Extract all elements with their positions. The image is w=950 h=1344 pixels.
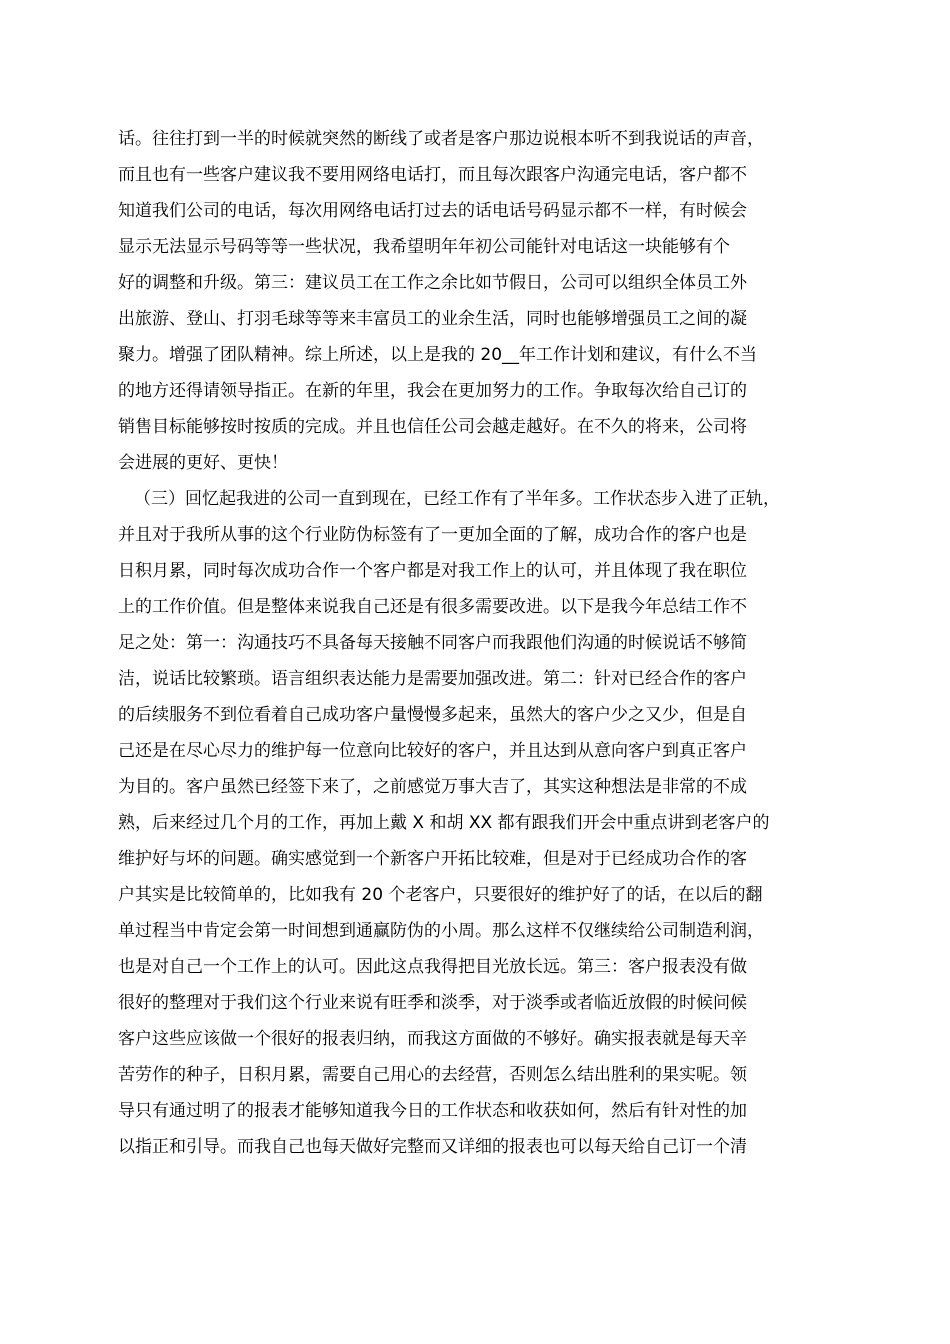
text-line: 聚力。增强了团队精神。综上所述，以上是我的 20__年工作计划和建议，有什么不当	[118, 345, 758, 365]
text-line: 显示无法显示号码等等一些状况，我希望明年年初公司能针对电话这一块能够有个	[118, 237, 730, 257]
text-line: 己还是在尽心尽力的维护每一位意向比较好的客户，并且达到从意向客户到真正客户	[118, 741, 747, 761]
text-line: 的后续服务不到位看着自己成功客户量慢慢多起来，虽然大的客户少之又少，但是自	[118, 705, 747, 725]
text-line: 导只有通过明了的报表才能够知道我今日的工作状态和收获如何，然后有针对性的加	[118, 1101, 747, 1121]
text-line: 话。往往打到一半的时候就突然的断线了或者是客户那边说根本听不到我说话的声音，	[118, 129, 764, 149]
body-text	[118, 121, 848, 1165]
text-line: 会进展的更好、更快！	[118, 453, 288, 473]
text-line: 也是对自己一个工作上的认可。因此这点我得把目光放长远。第三：客户报表没有做	[118, 957, 747, 977]
text-line: 上的工作价值。但是整体来说我自己还是有很多需要改进。以下是我今年总结工作不	[118, 597, 747, 617]
text-line: 户其实是比较简单的，比如我有 20 个老客户，只要很好的维护好了的话，在以后的翻	[118, 885, 763, 905]
text-line: 维护好与坏的问题。确实感觉到一个新客户开拓比较难，但是对于已经成功合作的客	[118, 849, 747, 869]
text-line: 客户这些应该做一个很好的报表归纳，而我这方面做的不够好。确实报表就是每天辛	[118, 1029, 747, 1049]
text-line: 而且也有一些客户建议我不要用网络电话打，而且每次跟客户沟通完电话，客户都不	[118, 165, 747, 185]
text-line: 并且对于我所从事的这个行业防伪标签有了一更加全面的了解，成功合作的客户也是	[118, 525, 747, 545]
text-line: 为目的。客户虽然已经签下来了，之前感觉万事大吉了，其实这种想法是非常的不成	[118, 777, 747, 797]
text-line: 足之处：第一：沟通技巧不具备每天接触不同客户而我跟他们沟通的时候说话不够简	[118, 633, 747, 653]
text-line: 熟，后来经过几个月的工作，再加上戴 X 和胡 XX 都有跟我们开会中重点讲到老客户的	[118, 813, 770, 833]
text-line: 洁，说话比较繁琐。语言组织表达能力是需要加强改进。第二：针对已经合作的客户	[118, 669, 747, 689]
text-line: 日积月累，同时每次成功合作一个客户都是对我工作上的认可，并且体现了我在职位	[118, 561, 747, 581]
text-line: 苦劳作的种子，日积月累，需要自己用心的去经营，否则怎么结出胜利的果实呢。领	[118, 1065, 747, 1085]
text-line: 单过程当中肯定会第一时间想到通赢防伪的小周。那么这样不仅继续给公司制造利润，	[118, 921, 764, 941]
text-line: 好的调整和升级。第三：建议员工在工作之余比如节假日，公司可以组织全体员工外	[118, 273, 747, 293]
section-heading-line: （三）回忆起我进的公司一直到现在，已经工作有了半年多。工作状态步入进了正轨，	[134, 489, 780, 509]
text-line: 很好的整理对于我们这个行业来说有旺季和淡季，对于淡季或者临近放假的时候问候	[118, 993, 747, 1013]
text-line: 的地方还得请领导指正。在新的年里，我会在更加努力的工作。争取每次给自己订的	[118, 381, 747, 401]
text-line: 以指正和引导。而我自己也每天做好完整而又详细的报表也可以每天给自己订一个清	[118, 1137, 747, 1157]
text-line: 出旅游、登山、打羽毛球等等来丰富员工的业余生活，同时也能够增强员工之间的凝	[118, 309, 747, 329]
text-line: 销售目标能够按时按质的完成。并且也信任公司会越走越好。在不久的将来，公司将	[118, 417, 747, 437]
text-line: 知道我们公司的电话，每次用网络电话打过去的话电话号码显示都不一样，有时候会	[118, 201, 747, 221]
